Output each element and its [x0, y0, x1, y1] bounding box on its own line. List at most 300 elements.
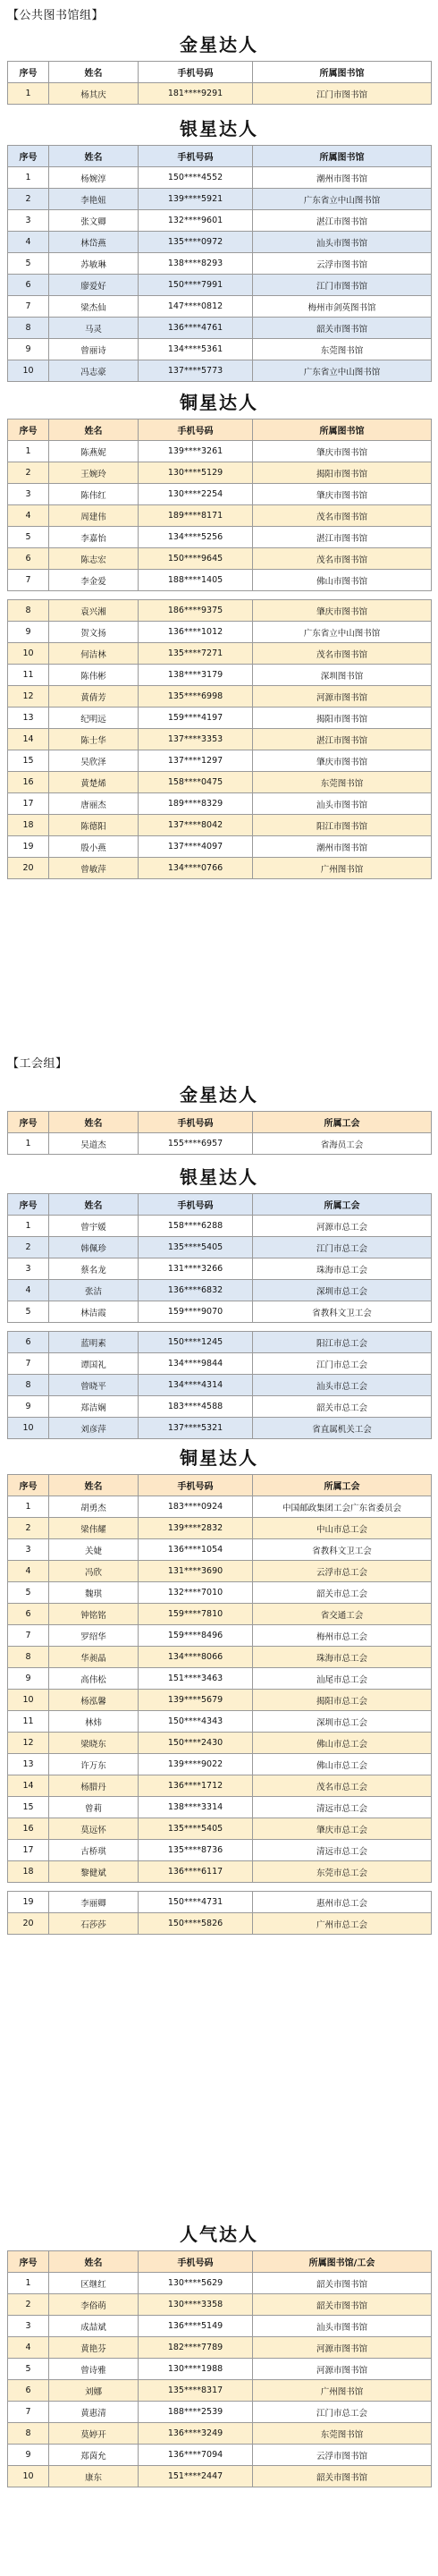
header-name: 姓名	[49, 146, 139, 167]
cell-phone: 130****5129	[139, 462, 253, 484]
cell-affiliation: 湛江市图书馆	[253, 210, 432, 232]
cell-phone: 138****3179	[139, 665, 253, 686]
cell-index: 7	[8, 570, 49, 591]
table-row	[8, 360, 432, 382]
header-phone: 手机号码	[139, 1475, 253, 1496]
table-header-row	[8, 62, 432, 83]
cell-index: 7	[8, 1625, 49, 1647]
cell-index: 13	[8, 708, 49, 729]
cell-phone: 159****9070	[139, 1301, 253, 1323]
cell-name: 林炜	[49, 1711, 139, 1733]
cell-name: 张洁	[49, 1280, 139, 1301]
cell-index: 1	[8, 2273, 49, 2294]
table-row	[8, 622, 432, 643]
table-header-row	[8, 419, 432, 441]
cell-index: 7	[8, 296, 49, 318]
cell-phone: 182****7789	[139, 2337, 253, 2359]
cell-phone: 136****6832	[139, 1280, 253, 1301]
cell-name: 李艳妞	[49, 189, 139, 210]
header-index: 序号	[8, 146, 49, 167]
header-phone: 手机号码	[139, 146, 253, 167]
union-group-title: 【工会组】	[7, 1057, 68, 1071]
cell-affiliation: 云浮市图书馆	[253, 2445, 432, 2466]
table-row	[8, 836, 432, 858]
cell-name: 曾丽诗	[49, 339, 139, 360]
cell-name: 康东	[49, 2466, 139, 2487]
cell-affiliation: 深圳图书馆	[253, 665, 432, 686]
table-row	[8, 2423, 432, 2445]
popular-title: 人气达人	[180, 2224, 258, 2245]
cell-affiliation: 广东省立中山图书馆	[253, 622, 432, 643]
cell-name: 曾晓平	[49, 1375, 139, 1396]
cell-name: 李嘉怡	[49, 527, 139, 548]
cell-affiliation: 河源市图书馆	[253, 2359, 432, 2380]
table-row	[8, 1668, 432, 1690]
cell-index: 6	[8, 548, 49, 570]
cell-affiliation: 广州图书馆	[253, 858, 432, 879]
cell-affiliation: 汕尾市总工会	[253, 1668, 432, 1690]
cell-index: 8	[8, 1647, 49, 1668]
cell-name: 黄艳芬	[49, 2337, 139, 2359]
cell-name: 曾敏萍	[49, 858, 139, 879]
cell-affiliation: 东莞市总工会	[253, 1861, 432, 1883]
cell-name: 曾宇媛	[49, 1216, 139, 1237]
header-index: 序号	[8, 62, 49, 83]
table-spacer	[8, 591, 432, 600]
cell-name: 周建伟	[49, 505, 139, 527]
cell-phone: 186****9375	[139, 600, 253, 622]
table-row	[8, 1539, 432, 1561]
cell-phone: 181****9291	[139, 83, 253, 105]
cell-phone: 188****2539	[139, 2402, 253, 2423]
header-name: 姓名	[49, 62, 139, 83]
cell-index: 5	[8, 527, 49, 548]
cell-index: 11	[8, 1711, 49, 1733]
cell-phone: 158****6288	[139, 1216, 253, 1237]
cell-name: 王婉玲	[49, 462, 139, 484]
cell-phone: 136****7094	[139, 2445, 253, 2466]
cell-affiliation: 肇庆市图书馆	[253, 484, 432, 505]
cell-index: 20	[8, 858, 49, 879]
public-silver-table	[7, 145, 432, 382]
table-row	[8, 1418, 432, 1439]
cell-name: 黄惠清	[49, 2402, 139, 2423]
cell-affiliation: 揭阳市总工会	[253, 1690, 432, 1711]
cell-phone: 150****7991	[139, 275, 253, 296]
cell-affiliation: 江门市图书馆	[253, 275, 432, 296]
cell-index: 10	[8, 1418, 49, 1439]
table-row	[8, 1133, 432, 1155]
table-row	[8, 793, 432, 815]
cell-name: 胡勇杰	[49, 1496, 139, 1518]
cell-phone: 188****1405	[139, 570, 253, 591]
cell-phone: 130****3358	[139, 2294, 253, 2316]
table-row	[8, 339, 432, 360]
table-row	[8, 1754, 432, 1775]
cell-affiliation: 江门市总工会	[253, 1237, 432, 1258]
cell-phone: 150****4731	[139, 1892, 253, 1913]
cell-index: 9	[8, 1668, 49, 1690]
cell-name: 蔡名龙	[49, 1258, 139, 1280]
cell-affiliation: 揭阳市图书馆	[253, 462, 432, 484]
cell-name: 成喆斌	[49, 2316, 139, 2337]
cell-phone: 134****5361	[139, 339, 253, 360]
table-row	[8, 858, 432, 879]
cell-name: 魏琪	[49, 1582, 139, 1604]
cell-phone: 136****6117	[139, 1861, 253, 1883]
cell-affiliation: 省教科文卫工会	[253, 1539, 432, 1561]
cell-phone: 159****7810	[139, 1604, 253, 1625]
cell-index: 3	[8, 1258, 49, 1280]
header-affiliation: 所属工会	[253, 1194, 432, 1216]
cell-affiliation: 潮州市图书馆	[253, 167, 432, 189]
popular-table	[7, 2250, 432, 2487]
cell-index: 15	[8, 750, 49, 772]
cell-affiliation: 东莞图书馆	[253, 339, 432, 360]
cell-index: 20	[8, 1913, 49, 1935]
cell-index: 8	[8, 600, 49, 622]
cell-affiliation: 中山市总工会	[253, 1518, 432, 1539]
cell-phone: 136****5149	[139, 2316, 253, 2337]
table-row	[8, 1561, 432, 1582]
table-row	[8, 296, 432, 318]
cell-index: 16	[8, 1818, 49, 1840]
union-silver-table	[7, 1193, 432, 1439]
cell-name: 高伟松	[49, 1668, 139, 1690]
cell-phone: 139****5921	[139, 189, 253, 210]
union-gold-table	[7, 1111, 432, 1155]
cell-phone: 135****5405	[139, 1818, 253, 1840]
table-row	[8, 1797, 432, 1818]
cell-name: 林岱燕	[49, 232, 139, 253]
header-phone: 手机号码	[139, 1112, 253, 1133]
header-phone: 手机号码	[139, 419, 253, 441]
cell-affiliation: 汕头市图书馆	[253, 793, 432, 815]
cell-index: 12	[8, 1733, 49, 1754]
header-name: 姓名	[49, 1112, 139, 1133]
cell-name: 殷小燕	[49, 836, 139, 858]
cell-index: 15	[8, 1797, 49, 1818]
cell-affiliation: 珠海市总工会	[253, 1647, 432, 1668]
cell-affiliation: 清远市总工会	[253, 1840, 432, 1861]
table-row	[8, 2466, 432, 2487]
cell-name: 韩佩珍	[49, 1237, 139, 1258]
cell-phone: 136****1054	[139, 1539, 253, 1561]
cell-name: 陈志宏	[49, 548, 139, 570]
table-row	[8, 1301, 432, 1323]
cell-affiliation: 韶关市图书馆	[253, 2273, 432, 2294]
cell-name: 马灵	[49, 318, 139, 339]
table-row	[8, 750, 432, 772]
cell-name: 谭国礼	[49, 1353, 139, 1375]
table-row	[8, 210, 432, 232]
cell-affiliation: 省交通工会	[253, 1604, 432, 1625]
cell-name: 冯志豪	[49, 360, 139, 382]
cell-index: 1	[8, 441, 49, 462]
cell-phone: 134****0766	[139, 858, 253, 879]
cell-name: 唐丽杰	[49, 793, 139, 815]
cell-affiliation: 茂名市图书馆	[253, 505, 432, 527]
cell-index: 1	[8, 1496, 49, 1518]
cell-phone: 138****8293	[139, 253, 253, 275]
cell-index: 6	[8, 275, 49, 296]
cell-phone: 151****3463	[139, 1668, 253, 1690]
table-row	[8, 2380, 432, 2402]
table-row	[8, 2273, 432, 2294]
cell-phone: 155****6957	[139, 1133, 253, 1155]
table-row	[8, 484, 432, 505]
cell-affiliation: 省海员工会	[253, 1133, 432, 1155]
cell-phone: 131****3690	[139, 1561, 253, 1582]
cell-index: 8	[8, 1375, 49, 1396]
cell-name: 罗绍华	[49, 1625, 139, 1647]
table-row	[8, 600, 432, 622]
cell-affiliation: 云浮市总工会	[253, 1561, 432, 1582]
cell-affiliation: 珠海市总工会	[253, 1258, 432, 1280]
header-phone: 手机号码	[139, 1194, 253, 1216]
cell-affiliation: 广州市总工会	[253, 1913, 432, 1935]
table-row	[8, 1396, 432, 1418]
cell-name: 陈伟红	[49, 484, 139, 505]
cell-name: 陈燕妮	[49, 441, 139, 462]
cell-name: 区继红	[49, 2273, 139, 2294]
cell-name: 钟铭铭	[49, 1604, 139, 1625]
table-row	[8, 772, 432, 793]
cell-name: 梁晓东	[49, 1733, 139, 1754]
cell-name: 华昶晶	[49, 1647, 139, 1668]
cell-index: 11	[8, 665, 49, 686]
cell-name: 郑洁娴	[49, 1396, 139, 1418]
cell-phone: 150****4343	[139, 1711, 253, 1733]
cell-index: 4	[8, 2337, 49, 2359]
header-name: 姓名	[49, 2251, 139, 2273]
cell-index: 4	[8, 1280, 49, 1301]
table-spacer	[8, 1323, 432, 1332]
table-row	[8, 253, 432, 275]
table-row	[8, 2316, 432, 2337]
cell-phone: 150****9645	[139, 548, 253, 570]
cell-phone: 150****4552	[139, 167, 253, 189]
table-row	[8, 189, 432, 210]
cell-index: 18	[8, 815, 49, 836]
cell-index: 17	[8, 1840, 49, 1861]
cell-name: 纪明远	[49, 708, 139, 729]
cell-phone: 135****0972	[139, 232, 253, 253]
header-affiliation: 所属图书馆	[253, 419, 432, 441]
table-row	[8, 232, 432, 253]
cell-index: 6	[8, 2380, 49, 2402]
cell-phone: 136****1012	[139, 622, 253, 643]
table-row	[8, 1604, 432, 1625]
cell-index: 14	[8, 1775, 49, 1797]
cell-affiliation: 阳江市图书馆	[253, 815, 432, 836]
cell-name: 袁兴湘	[49, 600, 139, 622]
cell-affiliation: 深圳市总工会	[253, 1280, 432, 1301]
cell-index: 3	[8, 2316, 49, 2337]
cell-index: 2	[8, 189, 49, 210]
cell-index: 6	[8, 1604, 49, 1625]
cell-affiliation: 惠州市总工会	[253, 1892, 432, 1913]
table-row	[8, 1647, 432, 1668]
cell-affiliation: 肇庆市图书馆	[253, 441, 432, 462]
cell-phone: 134****9844	[139, 1353, 253, 1375]
cell-index: 1	[8, 83, 49, 105]
cell-index: 13	[8, 1754, 49, 1775]
cell-affiliation: 深圳市总工会	[253, 1711, 432, 1733]
cell-name: 李丽卿	[49, 1892, 139, 1913]
table-row	[8, 686, 432, 708]
cell-index: 3	[8, 484, 49, 505]
cell-affiliation: 河源市总工会	[253, 1216, 432, 1237]
cell-name: 吴欣泽	[49, 750, 139, 772]
table-row	[8, 1913, 432, 1935]
cell-name: 蓝明素	[49, 1332, 139, 1353]
cell-affiliation: 江门市总工会	[253, 2402, 432, 2423]
cell-index: 17	[8, 793, 49, 815]
cell-affiliation: 韶关市图书馆	[253, 318, 432, 339]
table-row	[8, 1733, 432, 1754]
cell-phone: 136****4761	[139, 318, 253, 339]
cell-phone: 130****2254	[139, 484, 253, 505]
cell-index: 9	[8, 1396, 49, 1418]
table-row	[8, 815, 432, 836]
cell-affiliation: 汕头市图书馆	[253, 2316, 432, 2337]
cell-index: 5	[8, 253, 49, 275]
table-header-row	[8, 1194, 432, 1216]
cell-index: 10	[8, 360, 49, 382]
cell-phone: 158****0475	[139, 772, 253, 793]
cell-name: 郑茵允	[49, 2445, 139, 2466]
table-row	[8, 83, 432, 105]
cell-name: 杨其庆	[49, 83, 139, 105]
cell-index: 8	[8, 2423, 49, 2445]
table-row	[8, 570, 432, 591]
cell-phone: 147****0812	[139, 296, 253, 318]
cell-index: 9	[8, 622, 49, 643]
table-row	[8, 708, 432, 729]
cell-phone: 132****7010	[139, 1582, 253, 1604]
cell-phone: 139****9022	[139, 1754, 253, 1775]
header-name: 姓名	[49, 1475, 139, 1496]
table-header-row	[8, 1475, 432, 1496]
table-row	[8, 548, 432, 570]
cell-affiliation: 阳江市总工会	[253, 1332, 432, 1353]
cell-index: 7	[8, 1353, 49, 1375]
header-affiliation: 所属图书馆/工会	[253, 2251, 432, 2273]
cell-affiliation: 中国邮政集团工会广东省委员会	[253, 1496, 432, 1518]
cell-affiliation: 湛江市图书馆	[253, 527, 432, 548]
public-bronze-table	[7, 419, 432, 879]
cell-name: 吴道杰	[49, 1133, 139, 1155]
cell-index: 10	[8, 1690, 49, 1711]
cell-phone: 135****7271	[139, 643, 253, 665]
cell-name: 林洁霞	[49, 1301, 139, 1323]
table-header-row	[8, 2251, 432, 2273]
header-affiliation: 所属图书馆	[253, 62, 432, 83]
table-row	[8, 1690, 432, 1711]
header-index: 序号	[8, 1475, 49, 1496]
cell-affiliation: 东莞图书馆	[253, 2423, 432, 2445]
cell-affiliation: 茂名市图书馆	[253, 643, 432, 665]
cell-name: 陈士华	[49, 729, 139, 750]
header-index: 序号	[8, 1194, 49, 1216]
header-affiliation: 所属工会	[253, 1475, 432, 1496]
cell-phone: 137****1297	[139, 750, 253, 772]
table-row	[8, 441, 432, 462]
cell-affiliation: 肇庆市图书馆	[253, 750, 432, 772]
public-bronze-title: 铜星达人	[180, 392, 258, 413]
table-row	[8, 1216, 432, 1237]
cell-affiliation: 云浮市图书馆	[253, 253, 432, 275]
cell-name: 杨泓馨	[49, 1690, 139, 1711]
cell-affiliation: 梅州市总工会	[253, 1625, 432, 1647]
table-row	[8, 462, 432, 484]
cell-index: 4	[8, 232, 49, 253]
cell-name: 关婕	[49, 1539, 139, 1561]
cell-name: 何洁林	[49, 643, 139, 665]
cell-index: 2	[8, 2294, 49, 2316]
header-name: 姓名	[49, 1194, 139, 1216]
cell-affiliation: 湛江市图书馆	[253, 729, 432, 750]
cell-phone: 139****3261	[139, 441, 253, 462]
cell-phone: 189****8171	[139, 505, 253, 527]
cell-index: 10	[8, 2466, 49, 2487]
public-library-group-title: 【公共图书馆组】	[7, 9, 105, 22]
header-affiliation: 所属图书馆	[253, 146, 432, 167]
table-spacer	[8, 1883, 432, 1892]
cell-index: 12	[8, 686, 49, 708]
cell-phone: 130****5629	[139, 2273, 253, 2294]
table-row	[8, 665, 432, 686]
cell-phone: 138****3314	[139, 1797, 253, 1818]
cell-name: 刘彦萍	[49, 1418, 139, 1439]
table-row	[8, 1496, 432, 1518]
cell-phone: 136****1712	[139, 1775, 253, 1797]
table-row	[8, 2337, 432, 2359]
public-gold-table	[7, 61, 432, 105]
cell-index: 18	[8, 1861, 49, 1883]
cell-phone: 137****8042	[139, 815, 253, 836]
cell-phone: 131****3266	[139, 1258, 253, 1280]
cell-affiliation: 省教科文卫工会	[253, 1301, 432, 1323]
table-row	[8, 1332, 432, 1353]
cell-index: 1	[8, 1216, 49, 1237]
cell-index: 7	[8, 2402, 49, 2423]
cell-phone: 132****9601	[139, 210, 253, 232]
header-index: 序号	[8, 419, 49, 441]
cell-name: 贺文扬	[49, 622, 139, 643]
cell-affiliation: 广东省立中山图书馆	[253, 360, 432, 382]
table-header-row	[8, 1112, 432, 1133]
table-row	[8, 1237, 432, 1258]
table-row	[8, 2402, 432, 2423]
cell-name: 李俗萌	[49, 2294, 139, 2316]
table-row	[8, 1861, 432, 1883]
cell-name: 苏敏琳	[49, 253, 139, 275]
cell-name: 古桥琪	[49, 1840, 139, 1861]
cell-index: 4	[8, 505, 49, 527]
cell-name: 石莎莎	[49, 1913, 139, 1935]
table-row	[8, 527, 432, 548]
cell-name: 黄楚烯	[49, 772, 139, 793]
cell-name: 张文卿	[49, 210, 139, 232]
table-row	[8, 1375, 432, 1396]
cell-index: 1	[8, 1133, 49, 1155]
cell-name: 杨婉淳	[49, 167, 139, 189]
cell-affiliation: 茂名市总工会	[253, 1775, 432, 1797]
cell-index: 16	[8, 772, 49, 793]
cell-name: 莫远怀	[49, 1818, 139, 1840]
